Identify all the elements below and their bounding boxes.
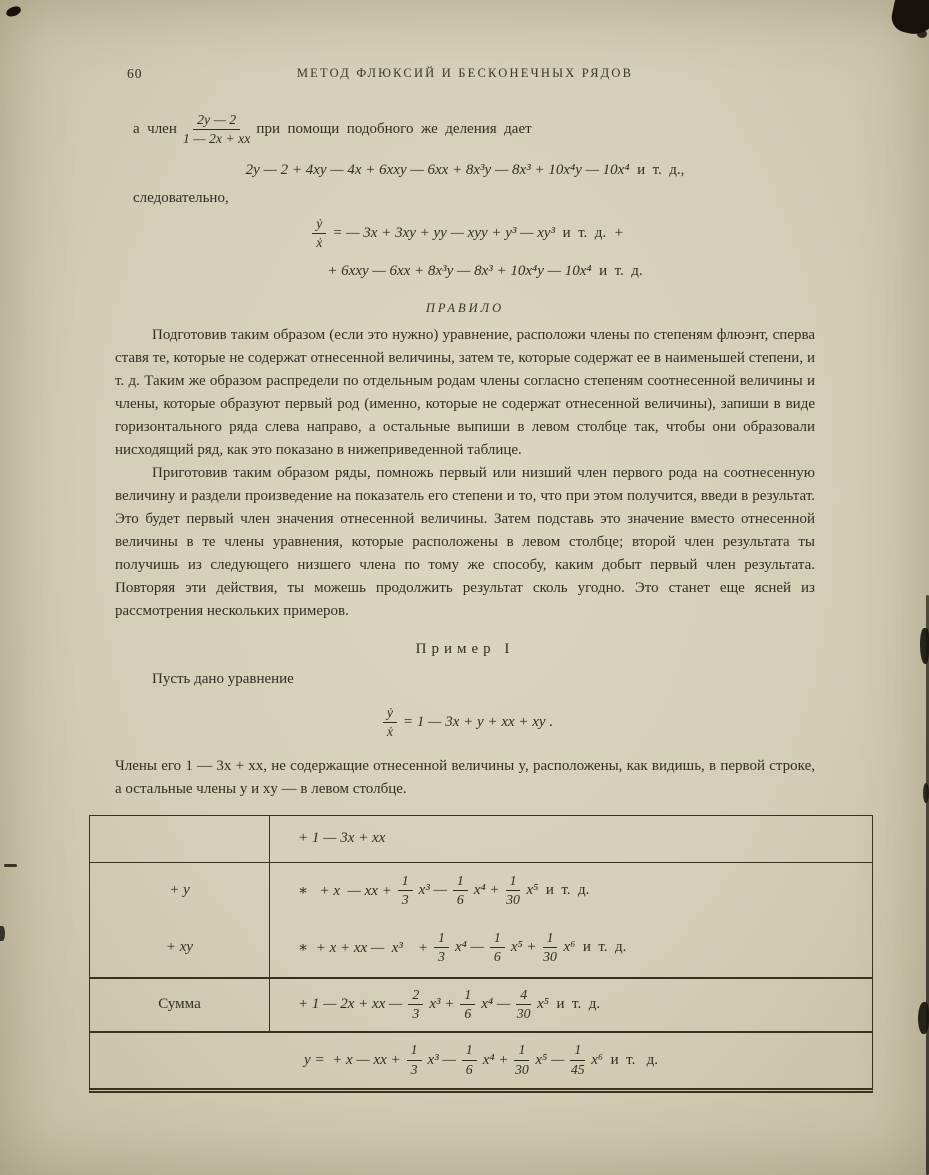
scan-artifact-right-2 [923,783,929,803]
table-first-row-label [90,816,270,862]
rule-heading: ПРАВИЛО [425,300,505,315]
page-number: 60 [127,66,143,81]
intro-suffix: при помощи подобного же деления дает [256,121,532,138]
scan-artifact-top-left [5,5,22,18]
scan-artifact-right-3 [918,1002,929,1034]
term-label-y: + y [169,882,190,899]
term-formula-y: ∗ + x — xx + $\frac{1}{3}$ x³ — $\frac{1}{6}$ x⁴ + $\frac{1}{30}$ x⁵ и т. д. [298,872,590,908]
division-result-formula: 2y — 2 + 4xy — 4x + 6xxy — 6xx + 8x³y — 8x³ + 10x⁴y — 10x⁴ и т. д., [245,162,685,179]
table-first-row [90,816,872,863]
member-fraction: $\frac{2y — 2}{1 — 2x + xx}$ [182,112,251,147]
result-formula: y = + x — xx + $\frac{1}{3}$ x³ — $\frac{1}{6}$ x⁴ + $\frac{1}{30}$ x⁵ — $\frac{1}{45}$ x⁶ и т. д. [304,1042,658,1077]
table-term-row-y [90,863,872,919]
sum-formula: + 1 — 2x + xx — $\frac{2}{3}$ x³ + $\frac{1}{6}$ x⁴ — $\frac{4}{30}$ x⁵ и т. д. [298,986,601,1022]
consequently-label: следовательно, [133,189,229,206]
scan-artifact-right-1 [920,628,929,664]
example-note: Члены его 1 — 3x + xx, не содержащие отнесенной величины y, расположены, как видишь, в первой строке, а остальные члены y и xy — в левом столбце. [115,757,815,797]
example-heading: Пример I [415,640,515,657]
intro-paragraph [133,112,815,148]
table-term-row-xy [90,919,872,977]
table-sum-row [90,977,872,1033]
term-formula-xy: ∗ + x + xx — x³ + $\frac{1}{3}$ x⁴ — $\frac{1}{6}$ x⁵ + $\frac{1}{30}$ x⁶ и т. д. [298,929,627,965]
fluxion-equation-line1: $\frac{\text{ẏ}}{\text{ẋ}}$ = — 3x + 3xy + yy — xyy + y³ — xy³ и т. д. + [115,213,815,255]
intro-prefix: а член [133,121,177,138]
example-intro: Пусть дано уравнение [152,670,294,687]
running-header: МЕТОД ФЛЮКСИЙ И БЕСКОНЕЧНЫХ РЯДОВ [296,66,634,80]
table-first-row-formula: + 1 — 3x + xx [298,830,386,847]
scan-artifact-top-right-small [917,30,927,38]
sum-label: Сумма [158,996,201,1013]
term-label-xy: + xy [165,939,194,956]
fluxion-equation-line2: + 6xxy — 6xx + 8x³y — 8x³ + 10x⁴y — 10x⁴ и т. д. [327,263,643,280]
scan-artifact-left-edge [0,926,5,941]
scan-artifact-left-dash [4,864,17,867]
example-equation: $\frac{\text{ẏ}}{\text{ẋ}}$ = 1 — 3x + y + xx + xy . [115,701,815,745]
rule-paragraph-1: Подготовив таким образом (если это нужно) уравнение, расположи члены по степеням флюэнт, сперва ставя те, которые не содержат отнесенной величины, затем те, которые содержат ее в наименьшей степени, и т. д. Таким же образом распредели по отдельным родам члены согласно степеням соотнесенной величины и члены, которые образуют первый род (именно, которые не содержат отнесенной величины), запиши в виде горизонтального ряда слева направо, а остальные выпиши в левом столбце так, чтобы они образовали нисходящий ряд, как это показано в нижеприведенной таблице. [115,326,815,458]
rule-paragraph-2: Приготовив таким образом ряды, помножь первый или низший член первого рода на соотнесенную величину и раздели произведение на показатель его степени и то, что при этом получится, введи в результат. Это будет первый член значения отнесенной величины. Затем подставь это значение вместо отнесенной величины в те члены уравнения, которые расположены в левом столбце; второй член результата ты получишь из следующего низшего члена по тому же способу, каким добыт первый член результата. Повторяя эти действия, ты можешь продолжить результат сколь угодно. Это станет еще ясней из рассмотрения нескольких примеров. [115,464,815,619]
newton-table [89,815,873,1093]
table-result-row [90,1033,872,1088]
page-header [115,66,815,86]
